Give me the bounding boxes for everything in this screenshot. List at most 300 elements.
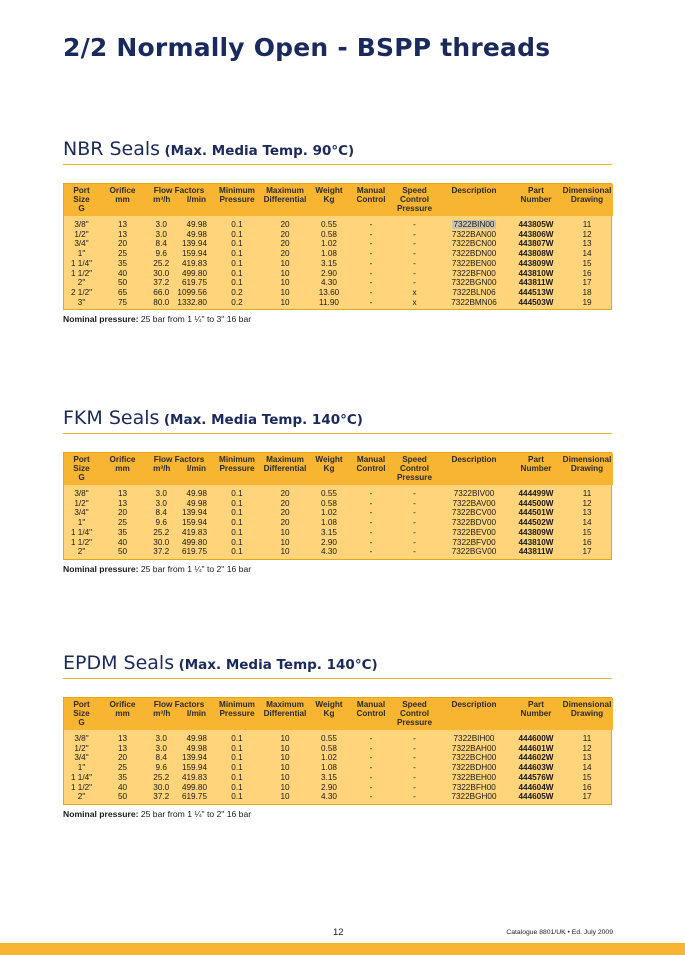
min-pressure: 0.1 (231, 489, 243, 498)
header-max-differential (262, 184, 308, 216)
port-size: 1 1/4" (70, 258, 93, 268)
header-manual (350, 453, 392, 485)
spec-table-container (63, 697, 612, 805)
flow-factors (146, 538, 212, 548)
manual-control: - (369, 278, 373, 288)
max-differential: 10 (280, 734, 290, 743)
manual-control: - (369, 743, 373, 753)
drawing-number: 18 (582, 287, 592, 297)
max-differential: 10 (280, 278, 290, 288)
header-text: Manual (356, 455, 386, 464)
orifice: 35 (117, 527, 128, 537)
drawing-number: 16 (582, 537, 592, 547)
header-text: Speed (402, 455, 427, 464)
drawing-number: 11 (582, 220, 592, 229)
header-text: Orifice (109, 186, 136, 195)
header-text: Control (356, 464, 386, 473)
min-pressure: 0.1 (231, 782, 243, 792)
header-max-differential (262, 453, 308, 485)
header-text: Weight (315, 455, 343, 464)
description: 7322BCV00 (451, 508, 497, 518)
header-drawing (561, 453, 613, 485)
description: 7322BAH00 (451, 743, 497, 753)
nominal-pressure-note (63, 809, 612, 819)
speed-control: - (413, 249, 416, 259)
header-text: Part (528, 455, 544, 464)
section-fkm-seals (63, 407, 612, 574)
orifice: 20 (117, 753, 128, 763)
manual-control: - (369, 489, 373, 498)
max-differential: 20 (280, 229, 290, 239)
description: 7322BAN00 (451, 229, 497, 239)
flow-factors (146, 298, 212, 310)
spec-table-container (63, 452, 612, 560)
weight: 4.30 (321, 792, 337, 802)
speed-control: - (413, 489, 416, 498)
speed-control: - (413, 508, 416, 518)
part-number: 443811W (518, 278, 554, 288)
description-cell (437, 298, 511, 310)
description: 7322BMN06 (451, 297, 497, 307)
manual-control: - (369, 220, 373, 229)
header-text: Kg (323, 195, 335, 204)
min-pressure: 0.1 (231, 249, 243, 259)
max-differential: 10 (280, 537, 290, 547)
section-subtitle: (Max. Media Temp. 90°C) (164, 143, 355, 159)
port-size: 1 1/4" (70, 772, 93, 782)
header-text: Minimum (219, 700, 255, 709)
port-size: 2 1/2" (70, 287, 93, 297)
flow-factors (146, 499, 212, 509)
part-number: 444601W (518, 743, 554, 753)
flow-factors (146, 744, 212, 754)
flow-factors (146, 547, 212, 559)
weight: 1.08 (321, 518, 337, 528)
description: 7322BCN00 (451, 239, 497, 249)
description-cell (437, 753, 511, 763)
description-cell (437, 508, 511, 518)
header-flow (146, 184, 212, 216)
manual-control: - (369, 508, 373, 518)
port-size: 1" (77, 763, 86, 773)
header-text: Pressure (219, 195, 255, 204)
orifice: 25 (117, 249, 128, 259)
section-epdm-seals (63, 652, 612, 819)
header-speed (392, 698, 437, 730)
header-port (64, 184, 99, 216)
speed-control: - (413, 743, 416, 753)
flow-lmin: 139.94 (181, 508, 207, 518)
header-text: Size (73, 464, 90, 473)
table-row (64, 528, 613, 538)
header-part (511, 453, 561, 485)
header-row (64, 453, 613, 485)
max-differential: 20 (280, 498, 290, 508)
flow-factors (146, 288, 212, 298)
header-min-pressure (212, 184, 262, 216)
weight: 1.02 (321, 753, 337, 763)
header-text: m³/h (153, 464, 171, 473)
description-cell (437, 278, 511, 288)
header-orifice (99, 698, 146, 730)
header-text: mm (115, 195, 130, 204)
flow-m3h: 9.6 (155, 518, 167, 528)
table-row (64, 792, 613, 804)
manual-control: - (369, 268, 373, 278)
drawing-number: 14 (582, 518, 592, 528)
flow-factors (146, 216, 212, 230)
flow-lmin: 499.80 (181, 782, 207, 792)
part-number: 444602W (518, 753, 554, 763)
description-cell (437, 547, 511, 559)
orifice: 40 (117, 268, 128, 278)
header-text: Maximum (266, 700, 304, 709)
manual-control: - (369, 547, 373, 557)
orifice: 25 (117, 763, 128, 773)
max-differential: 20 (280, 518, 290, 528)
min-pressure: 0.1 (231, 239, 243, 249)
flow-lmin: 139.94 (181, 239, 207, 249)
note-text: 25 bar from 1 ¼" to 2" 16 bar (140, 808, 252, 819)
description-cell (437, 528, 511, 538)
drawing-number: 12 (582, 229, 592, 239)
description-cell (437, 239, 511, 249)
header-min-pressure (212, 453, 262, 485)
table-row (64, 773, 613, 783)
max-differential: 10 (280, 287, 290, 297)
description: 7322BFH00 (452, 782, 496, 792)
table-row (64, 288, 613, 298)
section-heading (63, 138, 612, 165)
flow-factors (146, 249, 212, 259)
weight: 2.90 (321, 537, 337, 547)
orifice: 20 (117, 508, 128, 518)
flow-lmin: 419.83 (181, 258, 207, 268)
header-text: Orifice (109, 700, 136, 709)
header-text: Drawing (570, 464, 604, 473)
header-manual (350, 184, 392, 216)
description-cell (437, 730, 511, 744)
orifice: 20 (117, 239, 128, 249)
header-text: Drawing (570, 709, 604, 718)
flow-factors (146, 259, 212, 269)
part-number: 444502W (518, 518, 554, 528)
header-text: Maximum (266, 455, 304, 464)
table-row (64, 239, 613, 249)
manual-control: - (369, 287, 373, 297)
flow-lmin: 159.94 (181, 763, 207, 773)
max-differential: 20 (280, 508, 290, 518)
header-weight (308, 184, 350, 216)
weight: 13.60 (318, 287, 340, 297)
header-text: Size (73, 709, 90, 718)
header-row (64, 184, 613, 216)
manual-control: - (369, 249, 373, 259)
orifice: 13 (117, 743, 128, 753)
orifice: 75 (117, 297, 128, 307)
speed-control: - (413, 763, 416, 773)
flow-lmin: 159.94 (181, 249, 207, 259)
flow-m3h: 8.4 (155, 239, 167, 249)
min-pressure: 0.1 (231, 527, 243, 537)
description: 7322BFN00 (452, 268, 496, 278)
header-text: Pressure (396, 473, 433, 482)
description: 7322BIN00 (453, 220, 495, 229)
speed-control: - (413, 278, 416, 288)
header-text: Manual (356, 700, 386, 709)
max-differential: 10 (280, 753, 290, 763)
table-row (64, 298, 613, 310)
orifice: 35 (117, 258, 128, 268)
drawing-number: 13 (582, 753, 592, 763)
port-size: 3/8" (74, 489, 89, 498)
weight: 0.55 (321, 220, 337, 229)
description-cell (437, 499, 511, 509)
flow-m3h: 30.0 (153, 782, 170, 792)
port-size: 2" (77, 792, 86, 802)
manual-control: - (369, 537, 373, 547)
weight: 4.30 (321, 278, 337, 288)
weight: 3.15 (321, 527, 337, 537)
table-row (64, 518, 613, 528)
page-number: 12 (333, 927, 344, 938)
manual-control: - (369, 772, 373, 782)
port-size: 1 1/2" (70, 782, 93, 792)
header-manual (350, 698, 392, 730)
header-text: G (78, 718, 85, 727)
flow-lmin: 139.94 (181, 753, 207, 763)
header-text: Minimum (219, 186, 255, 195)
drawing-number: 15 (582, 772, 592, 782)
max-differential: 10 (280, 743, 290, 753)
flow-m3h: 37.2 (153, 547, 170, 557)
description-cell (437, 792, 511, 804)
header-speed (392, 453, 437, 485)
table-row (64, 269, 613, 279)
part-number: 444501W (518, 508, 554, 518)
flow-factors (146, 773, 212, 783)
header-text: mm (115, 464, 130, 473)
part-number: 443809W (518, 258, 554, 268)
orifice: 35 (117, 772, 128, 782)
drawing-number: 11 (582, 734, 592, 743)
description-cell (437, 259, 511, 269)
flow-m3h: 3.0 (155, 743, 167, 753)
flow-factors (146, 753, 212, 763)
nominal-pressure-note (63, 564, 612, 574)
header-text: Control (356, 195, 386, 204)
part-number: 444499W (518, 489, 554, 498)
manual-control: - (369, 792, 373, 802)
header-text: Port (73, 455, 90, 464)
header-orifice (99, 453, 146, 485)
flow-factors (146, 528, 212, 538)
header-text: Description (451, 455, 497, 464)
port-size: 1" (77, 249, 86, 259)
header-text: G (78, 204, 85, 213)
min-pressure: 0.1 (231, 537, 243, 547)
note-text: 25 bar from 1 ¼" to 2" 16 bar (140, 563, 252, 574)
header-text: Control (399, 709, 430, 718)
header-text: Port (73, 700, 90, 709)
port-size: 3/8" (74, 734, 89, 743)
flow-m3h: 9.6 (155, 249, 167, 259)
flow-m3h: 9.6 (155, 763, 167, 773)
header-text: Minimum (219, 455, 255, 464)
flow-lmin: 49.98 (186, 498, 207, 508)
section-title: EPDM Seals (63, 652, 175, 674)
flow-m3h: 8.4 (155, 508, 167, 518)
weight: 11.90 (319, 297, 339, 307)
description: 7322BLN06 (452, 287, 496, 297)
table-row (64, 230, 613, 240)
port-size: 1 1/4" (70, 527, 93, 537)
header-text: Pressure (396, 204, 433, 213)
min-pressure: 0.1 (231, 278, 243, 288)
note-label: Nominal pressure: (63, 314, 139, 325)
part-number: 443809W (518, 527, 554, 537)
part-number: 444503W (518, 297, 554, 307)
max-differential: 10 (280, 772, 290, 782)
section-subtitle: (Max. Media Temp. 140°C) (178, 657, 378, 673)
note-label: Nominal pressure: (63, 808, 139, 819)
port-size: 1/2" (74, 743, 89, 753)
flow-m3h: 30.0 (153, 268, 170, 278)
manual-control: - (369, 258, 373, 268)
flow-m3h: 25.2 (153, 258, 170, 268)
min-pressure: 0.1 (231, 508, 243, 518)
flow-factors (146, 278, 212, 288)
max-differential: 20 (280, 220, 290, 229)
weight: 3.15 (321, 772, 337, 782)
flow-lmin: 499.80 (181, 268, 207, 278)
min-pressure: 0.1 (231, 547, 243, 557)
port-size: 3/4" (74, 508, 89, 518)
min-pressure: 0.1 (231, 498, 243, 508)
drawing-number: 14 (582, 763, 592, 773)
min-pressure: 0.1 (231, 792, 243, 802)
part-number: 444604W (518, 782, 554, 792)
flow-factors (146, 239, 212, 249)
bottom-accent-bar (0, 943, 685, 955)
drawing-number: 17 (582, 547, 592, 557)
speed-control: - (413, 527, 416, 537)
description: 7322BDN00 (451, 249, 497, 259)
table-row (64, 259, 613, 269)
page-title: 2/2 Normally Open - BSPP threads (63, 33, 551, 62)
flow-factors (146, 269, 212, 279)
header-text: m³/h (153, 195, 171, 204)
spec-table (64, 698, 613, 804)
description-cell (437, 230, 511, 240)
description: 7322BDV00 (451, 518, 497, 528)
drawing-number: 13 (582, 508, 592, 518)
description: 7322BAV00 (452, 498, 496, 508)
description-cell (437, 216, 511, 230)
flow-m3h: 3.0 (155, 229, 167, 239)
flow-lmin: 619.75 (181, 278, 207, 288)
part-number: 443806W (518, 229, 554, 239)
port-size: 3/4" (74, 239, 89, 249)
header-text: Description (451, 186, 497, 195)
flow-factors (146, 518, 212, 528)
drawing-number: 15 (582, 258, 592, 268)
description-cell (437, 773, 511, 783)
speed-control: - (413, 268, 416, 278)
max-differential: 10 (280, 547, 290, 557)
flow-m3h: 37.2 (153, 792, 170, 802)
part-number: 444513W (518, 287, 554, 297)
header-drawing (561, 184, 613, 216)
flow-lmin: 1099.56 (177, 287, 207, 297)
header-text: Control (356, 709, 386, 718)
header-text: Maximum (266, 186, 304, 195)
orifice: 13 (117, 220, 128, 229)
manual-control: - (369, 734, 373, 743)
header-text: Kg (323, 709, 335, 718)
description: 7322BDH00 (451, 763, 497, 773)
description: 7322BIH00 (453, 734, 495, 743)
description-cell (437, 249, 511, 259)
header-text: Differential (263, 709, 307, 718)
header-text: Manual (356, 186, 386, 195)
header-max-differential (262, 698, 308, 730)
part-number: 444603W (518, 763, 554, 773)
header-text: Dimensional (562, 700, 612, 709)
note-label: Nominal pressure: (63, 563, 139, 574)
min-pressure: 0.1 (231, 772, 243, 782)
speed-control: x (412, 287, 417, 297)
speed-control: - (413, 734, 416, 743)
manual-control: - (369, 229, 373, 239)
description: 7322BIV00 (453, 489, 495, 498)
orifice: 25 (117, 518, 128, 528)
drawing-number: 12 (582, 498, 592, 508)
max-differential: 20 (280, 249, 290, 259)
description-cell (437, 518, 511, 528)
flow-lmin: 499.80 (181, 537, 207, 547)
description-cell (437, 538, 511, 548)
header-text: Drawing (570, 195, 604, 204)
port-size: 1/2" (74, 229, 89, 239)
flow-lmin: 619.75 (181, 547, 207, 557)
flow-m3h: 66.0 (153, 287, 170, 297)
orifice: 13 (117, 229, 128, 239)
header-text: Weight (315, 700, 343, 709)
description-cell (437, 783, 511, 793)
table-row (64, 216, 613, 230)
description-cell (437, 763, 511, 773)
description-cell (437, 288, 511, 298)
header-text: Control (399, 464, 430, 473)
header-text: Port (73, 186, 90, 195)
port-size: 2" (77, 278, 86, 288)
description-cell (437, 744, 511, 754)
header-text: Dimensional (562, 455, 612, 464)
flow-m3h: 3.0 (155, 220, 167, 229)
speed-control: - (413, 782, 416, 792)
manual-control: - (369, 518, 373, 528)
max-differential: 10 (280, 297, 290, 307)
weight: 1.08 (321, 763, 337, 773)
manual-control: - (369, 498, 373, 508)
header-description (437, 698, 511, 730)
max-differential: 10 (280, 792, 290, 802)
note-text: 25 bar from 1 ¼" to 3" 16 bar (140, 314, 252, 325)
speed-control: - (413, 498, 416, 508)
part-number: 443808W (518, 249, 554, 259)
header-min-pressure (212, 698, 262, 730)
